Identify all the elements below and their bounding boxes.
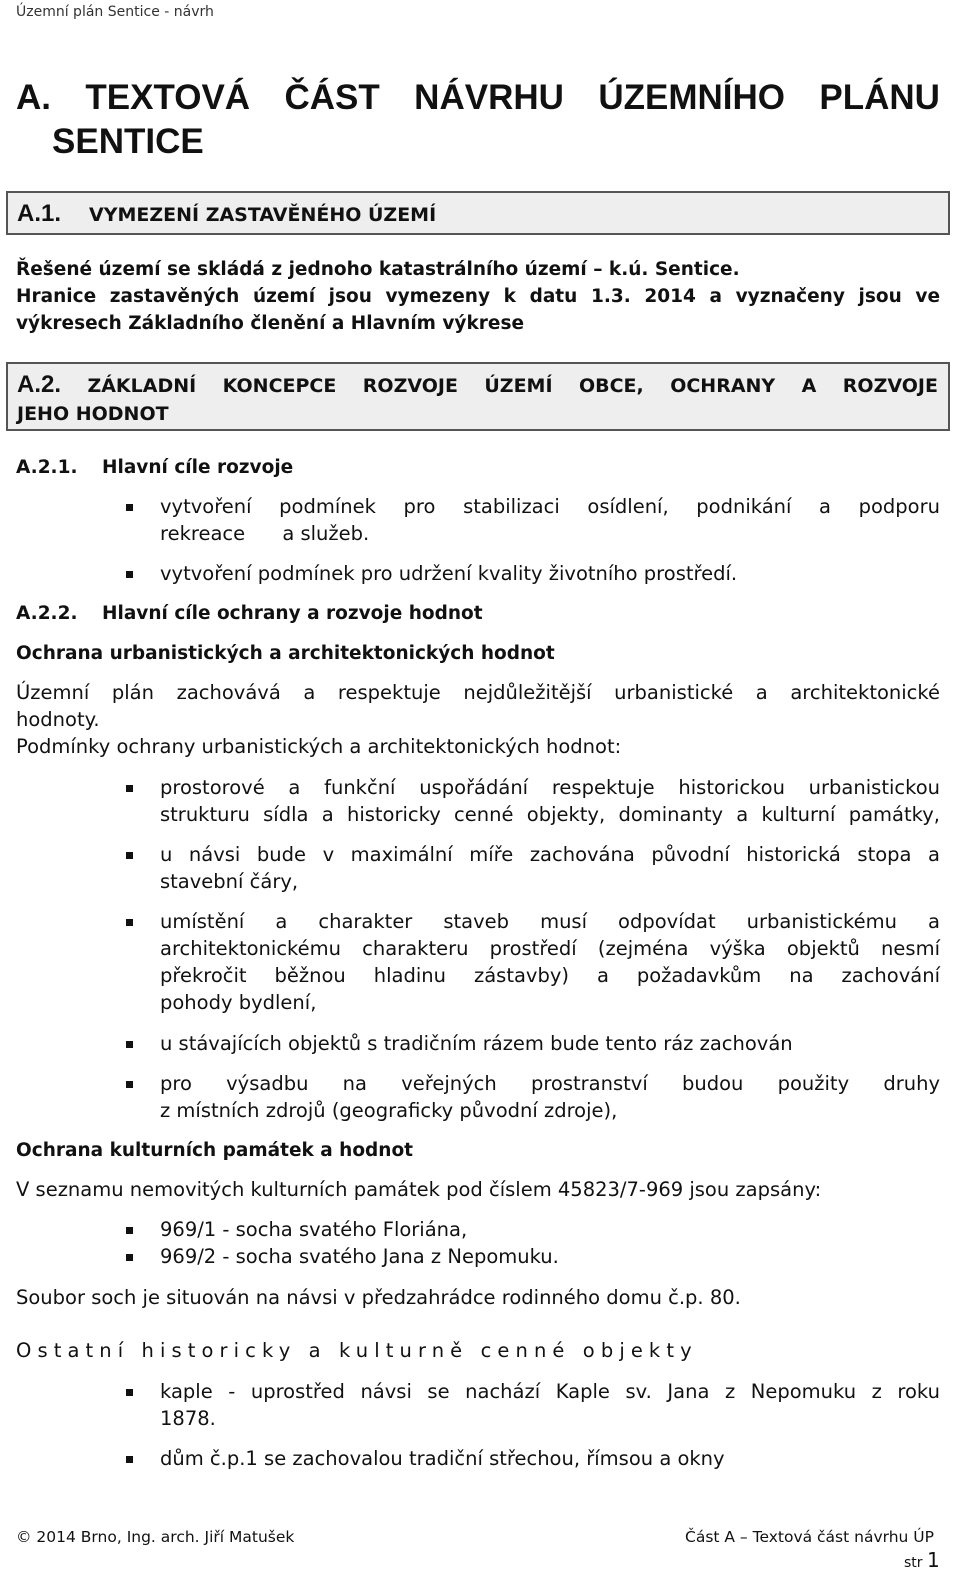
title-word: OCHRANY [670,375,776,397]
condition-3-line1: umístění a charakter staveb musí odpovídat urbanistickému a [160,910,940,933]
condition-4-line1: u stávajících objektů s tradičním rázem bude tento ráz zachován [160,1032,793,1055]
title-word: ROZVOJE [362,375,458,397]
title-word: ÚZEMNÍHO [598,78,785,117]
title-word: ROZVOJE [842,375,938,397]
title-word: PLÁNU [819,78,940,117]
bullet-marker [126,1389,133,1396]
section-a2-heading-box [6,362,950,431]
main-title [16,76,940,164]
a22-p1-line2: hodnoty. [16,708,100,731]
bullet-marker [126,785,133,792]
bullet-marker [126,1254,133,1261]
condition-5-line2: z místních zdrojů (geograficky původní zdroje), [160,1099,618,1122]
subsection-title: Ochrana kulturních památek a hodnot [16,1140,414,1161]
a22-number: A.2.2. [16,603,78,624]
bullet-marker [126,504,133,511]
page-number [904,1548,940,1572]
title-word: A. [16,78,51,117]
footer-document-part: Část A – Textová část návrhu ÚP [685,1528,934,1546]
condition-5-line1: pro výsadbu na veřejných prostranství budou použity druhy [160,1072,940,1095]
section-number: A.2. [17,371,62,398]
title-word: ZÁKLADNÍ [87,375,197,397]
section-number: A.1. [17,200,62,227]
other-object-1-line2: 1878. [160,1407,216,1430]
condition-2-line2: stavební čáry, [160,870,299,893]
condition-3-line3: překročit běžnou hladinu zástavby) a požadavkům na zachování [160,964,940,987]
bullet-marker [126,1227,133,1234]
other-objects-title: Ostatní historicky a kulturně cenné objekty [16,1339,698,1362]
section-a1-heading-box [6,191,950,235]
condition-3-line2: architektonickému charakteru prostředí (zejména výška objektů nesmí [160,937,940,960]
other-object-2-line1: dům č.p.1 se zachovalou tradiční střechou, římsou a okny [160,1447,725,1470]
a21-bullet-1-line2: rekreace a služeb. [160,522,370,545]
page-number-value: 1 [927,1548,940,1572]
a21-bullet-2: vytvoření podmínek pro udržení kvality životního prostředí. [160,562,738,585]
title-word: TEXTOVÁ [85,78,251,117]
title-word: NÁVRHU [414,78,564,117]
page-label: str [904,1555,923,1571]
running-header: Územní plán Sentice - návrh [16,4,214,20]
section-a2-title-line2: JEHO HODNOT [17,403,169,425]
monument-item: 969/1 - socha svatého Floriána, [160,1218,468,1241]
bullet-marker [126,1041,133,1048]
bullet-marker [126,919,133,926]
a22-p2: Podmínky ochrany urbanistických a architektonických hodnot: [16,735,622,758]
title-word: ČÁST [284,78,380,117]
monument-item: 969/2 - socha svatého Jana z Nepomuku. [160,1245,559,1268]
footer-copyright: © 2014 Brno, Ing. arch. Jiří Matušek [16,1528,295,1546]
condition-2-line1: u návsi bude v maximální míře zachována původní historická stopa a [160,843,940,866]
bullet-marker [126,1081,133,1088]
a1-text-line2: Hranice zastavěných území jsou vymezeny k datu 1.3. 2014 a vyznačeny jsou ve [16,286,940,307]
a1-text-line1: Řešené území se skládá z jednoho katastrálního území – k.ú. Sentice. [16,259,740,280]
section-title: VYMEZENÍ ZASTAVĚNÉHO ÚZEMÍ [89,204,437,226]
a21-bullet-1-line1: vytvoření podmínek pro stabilizaci osídlení, podnikání a podporu [160,495,940,518]
bullet-marker [126,1456,133,1463]
condition-1-line1: prostorové a funkční uspořádání respektuje historickou urbanistickou [160,776,940,799]
monuments-intro: V seznamu nemovitých kulturních památek pod číslem 45823/7-969 jsou zapsány: [16,1178,822,1201]
statues-note: Soubor soch je situován na návsi v předzahrádce rodinného domu č.p. 80. [16,1286,741,1309]
a22-title: Hlavní cíle ochrany a rozvoje hodnot [102,603,483,624]
a1-text-line3: výkresech Základního členění a Hlavním výkrese [16,313,525,334]
other-object-1-line1: kaple - uprostřed návsi se nachází Kaple sv. Jana z Nepomuku z roku [160,1380,940,1403]
section-a2-title-line1 [17,371,938,399]
bullet-marker [126,571,133,578]
condition-1-line2: strukturu sídla a historicky cenné objekty, dominanty a kulturní památky, [160,803,940,826]
title-word: A [801,375,817,397]
title-word: KONCEPCE [222,375,337,397]
a21-number: A.2.1. [16,457,78,478]
a21-title: Hlavní cíle rozvoje [102,457,294,478]
main-title-line1 [16,76,940,120]
main-title-line2: SENTICE [52,122,204,161]
bullet-marker [126,852,133,859]
a22-p1-line1: Územní plán zachovává a respektuje nejdůležitější urbanistické a architektonické [16,681,940,704]
title-word: ÚZEMÍ [484,375,553,397]
subsection-title: Ochrana urbanistických a architektonických hodnot [16,643,555,664]
condition-3-line4: pohody bydlení, [160,991,317,1014]
title-word: OBCE, [578,375,644,397]
